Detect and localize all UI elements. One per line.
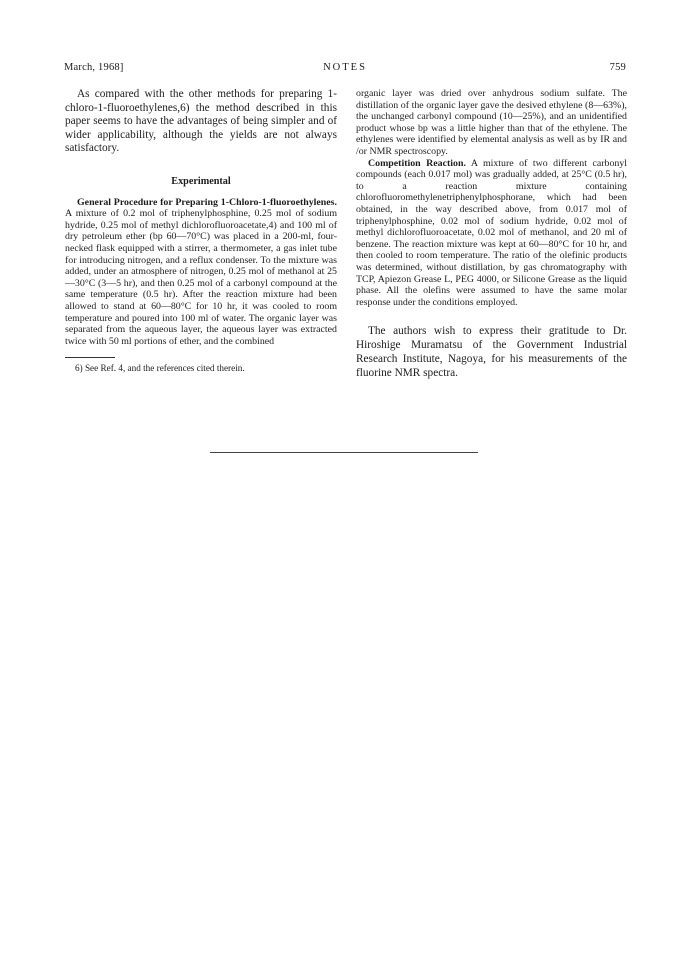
article-end-rule xyxy=(210,452,478,453)
competition-text: A mixture of two different carbonyl compounds (each 0.017 mol) was gradually added, at 25°C (0.5 hr), to a reaction mixture containing chlorofluoromethylenetriphenylphosphorane, which had been obtained, in the way described above, from 0.017 mol of triphenylphosphine, 0.02 mol of sodium hydride, 0.02 mol of methyl dichlorofluoroacetate, 0.02 mol of methanol, and 20 ml of benzene. The reaction mixture was kept at 60—80°C for 10 hr, and then cooled to room temperature. The ratio of the olefinic products was determined, without distillation, by gas chromatography with TCP, Apiezon Grease L, PEG 4000, or Silicone Grease as the liquid phase. All the olefins were assumed to have the same molar response under the conditions employed. xyxy=(356,157,627,308)
footnote-divider xyxy=(65,357,115,358)
page-number: 759 xyxy=(609,62,626,73)
procedure-runin-heading: General Procedure for Preparing 1-Chloro-1-fluoroethylenes. xyxy=(77,196,337,208)
right-column xyxy=(356,88,627,380)
acknowledgement-paragraph: The authors wish to express their gratitude to Dr. Hiroshige Muramatsu of the Government Industrial Research Institute, Nagoya, for his measurements of the fluorine NMR spectra. xyxy=(356,325,627,380)
procedure-text: A mixture of 0.2 mol of triphenylphosphine, 0.25 mol of sodium hydride, 0.25 mol of methyl dichlorofluoroacetate,4) and 100 ml of dry petroleum ether (bp 60—70°C) was placed in a 200-ml, four-necked flask equipped with a stirrer, a thermometer, a gas inlet tube for introducing nitrogen, and a reflux condenser. To the mixture was added, under an atmosphere of nitrogen, 0.25 mol of methanol at 25—30°C (3—5 hr), and then 0.25 mol of a carbonyl compound at the same temperature (0.5 hr). After the reaction mixture had been allowed to stand at 60—80°C for 10 hr, it was cooled to room temperature and poured into 100 ml of water. The organic layer was separated from the aqueous layer, the aqueous layer was extracted twice with 50 ml portions of ether, and the combined xyxy=(65,208,337,347)
procedure-paragraph xyxy=(65,197,337,348)
section-heading-experimental: Experimental xyxy=(171,175,231,187)
competition-paragraph xyxy=(356,158,627,309)
issue-date: March, 1968] xyxy=(64,62,124,73)
running-head xyxy=(64,62,626,78)
intro-paragraph: As compared with the other methods for preparing 1-chloro-1-fluoroethylenes,6) the method described in this paper seems to have the advantages of being simpler and of wider applicability, although the yields are not always satisfactory. xyxy=(65,88,337,155)
competition-runin-heading: Competition Reaction. xyxy=(368,157,466,169)
footnote: 6) See Ref. 4, and the references cited therein. xyxy=(75,363,245,374)
continuation-paragraph: organic layer was dried over anhydrous sodium sulfate. The distillation of the organic layer gave the desived ethylene (8—63%), the unchanged carbonyl compound (10—25%), and an unidentified product whose bp was a little higher than that of the ethylene. The ethylenes were identified by elemental analysis as well as by IR and /or NMR spectroscopy. xyxy=(356,88,627,157)
left-column xyxy=(65,88,337,374)
section-title: NOTES xyxy=(323,62,367,73)
